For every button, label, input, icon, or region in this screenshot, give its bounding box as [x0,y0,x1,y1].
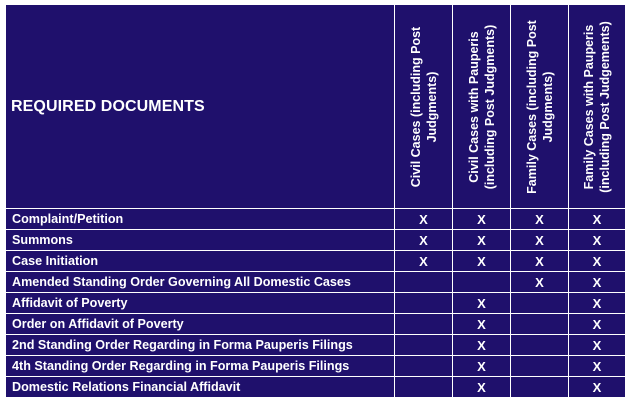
check-mark [511,356,569,377]
check-mark: X [511,230,569,251]
check-mark [395,293,453,314]
check-mark: X [569,251,626,272]
check-mark: X [395,251,453,272]
check-mark [395,356,453,377]
check-mark: X [569,293,626,314]
check-mark: X [511,251,569,272]
column-header-civil [395,5,453,209]
document-name: 4th Standing Order Regarding in Forma Pauperis Filings [6,356,395,377]
check-mark: X [395,209,453,230]
column-header-label: Civil Cases with Pauperis (including Post Judgments) [466,24,497,189]
table-row [6,377,626,398]
check-mark [511,335,569,356]
table-row [6,356,626,377]
table-row [6,293,626,314]
check-mark: X [569,230,626,251]
check-mark [511,314,569,335]
document-name: Summons [6,230,395,251]
check-mark: X [453,377,511,398]
check-mark: X [569,314,626,335]
document-name: Affidavit of Poverty [6,293,395,314]
check-mark [395,377,453,398]
column-header-label: Civil Cases (including Post Judgments) [408,26,439,187]
check-mark: X [453,209,511,230]
check-mark: X [453,251,511,272]
check-mark: X [569,377,626,398]
table-row [6,272,626,293]
check-mark: X [453,293,511,314]
required-documents-table [5,4,626,398]
table-row [6,314,626,335]
document-name: Case Initiation [6,251,395,272]
check-mark: X [569,272,626,293]
check-mark [395,314,453,335]
table-row [6,335,626,356]
table-row [6,251,626,272]
column-header-family [511,5,569,209]
check-mark [453,272,511,293]
check-mark: X [511,272,569,293]
column-header-family-pauperis [569,5,626,209]
check-mark: X [569,356,626,377]
check-mark: X [395,230,453,251]
check-mark [395,335,453,356]
check-mark [511,377,569,398]
column-header-label: Family Cases with Pauperis (including Post Judgements) [582,20,612,193]
header-row [6,5,626,209]
document-name: Order on Affidavit of Poverty [6,314,395,335]
check-mark: X [453,335,511,356]
check-mark: X [569,335,626,356]
check-mark: X [453,230,511,251]
check-mark: X [569,209,626,230]
check-mark [395,272,453,293]
check-mark: X [453,314,511,335]
document-name: 2nd Standing Order Regarding in Forma Pauperis Filings [6,335,395,356]
table-row [6,209,626,230]
column-header-civil-pauperis [453,5,511,209]
document-name: Domestic Relations Financial Affidavit [6,377,395,398]
required-documents-header: REQUIRED DOCUMENTS [6,5,395,209]
document-name: Complaint/Petition [6,209,395,230]
table-row [6,230,626,251]
check-mark: X [511,209,569,230]
check-mark [511,293,569,314]
check-mark: X [453,356,511,377]
document-name: Amended Standing Order Governing All Domestic Cases [6,272,395,293]
column-header-label: Family Cases (including Post Judgments) [524,19,555,194]
